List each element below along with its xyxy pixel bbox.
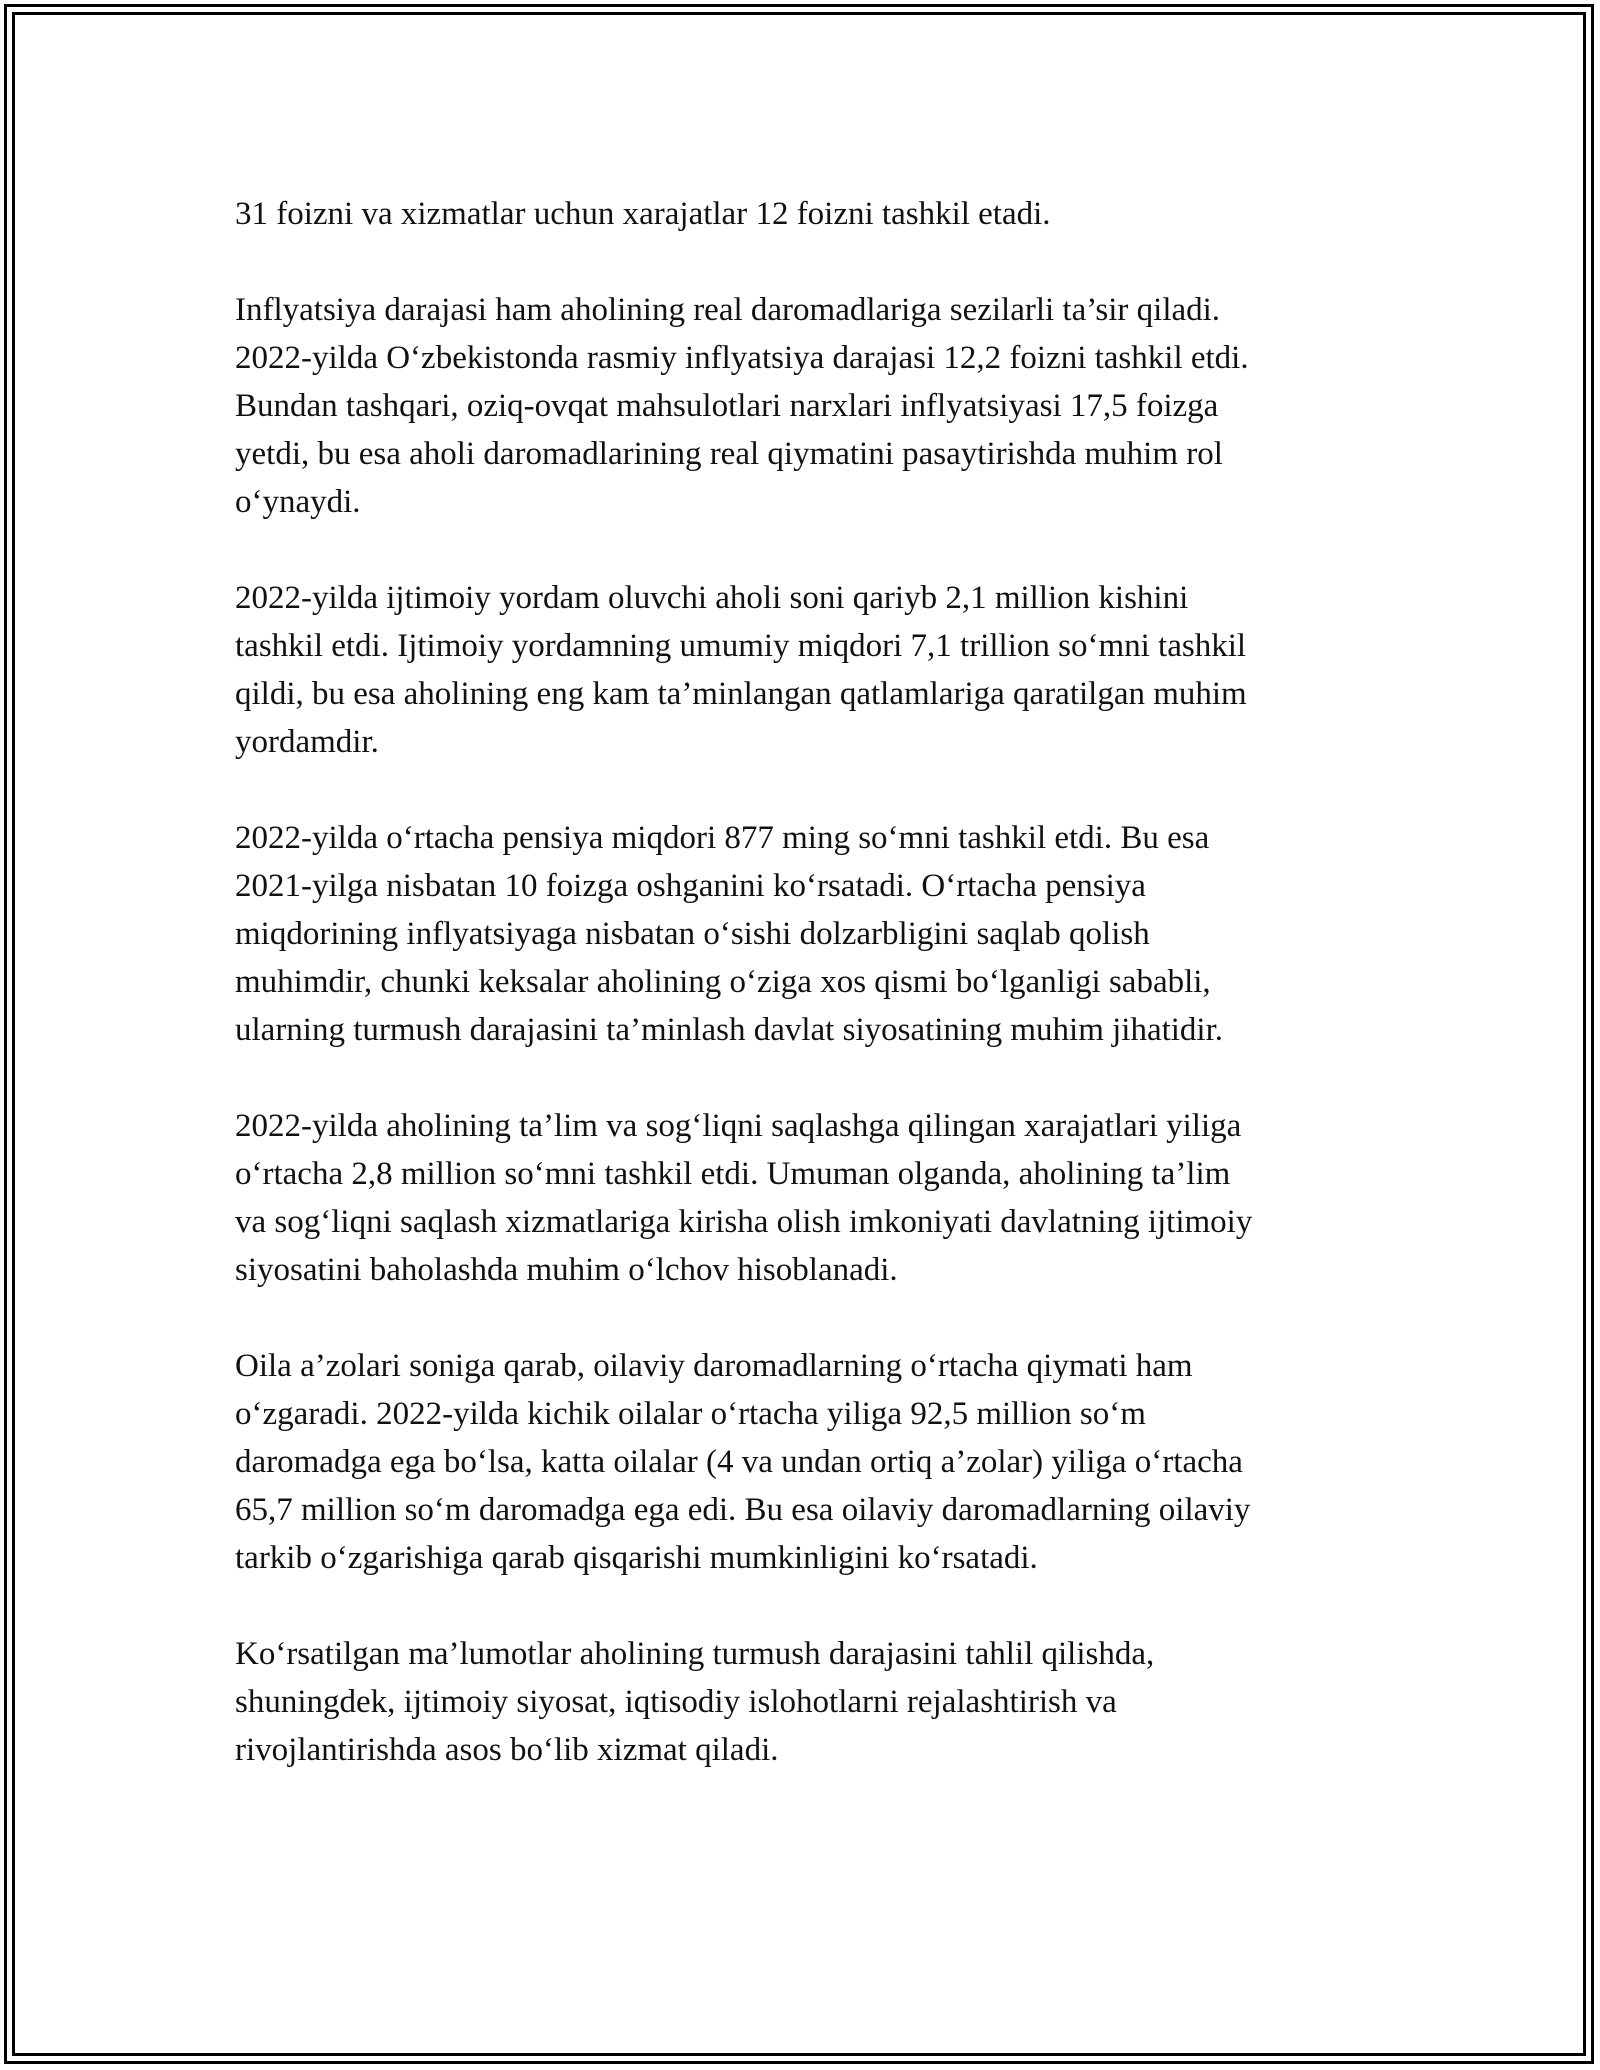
document-body <box>235 190 1385 1774</box>
paragraph-conclusion: Ko‘rsatilgan ma’lumotlar aholining turmush darajasini tahlil qilishda, shuningdek, ijtimoiy siyosat, iqtisodiy islohotlarni rejalashtirish va rivojlantirishda asos bo‘lib xizmat qiladi. <box>235 1636 1155 1768</box>
paragraph-social-assistance: 2022-yilda ijtimoiy yordam oluvchi aholi soni qariyb 2,1 million kishini tashkil etdi. Ijtimoiy yordamning umumiy miqdori 7,1 trillion so‘mni tashkil qildi, bu esa aholining eng kam ta’minlangan qatlamlariga qaratilgan muhim yordamdir. <box>235 580 1247 760</box>
paragraph-family-income: Oila a’zolari soniga qarab, oilaviy daromadlarning o‘rtacha qiymati ham o‘zgaradi. 2022-yilda kichik oilalar o‘rtacha yiliga 92,5 million so‘m daromadga ega bo‘lsa, katta oilalar (4 va undan ortiq a’zolar) yiliga o‘rtacha 65,7 million so‘m daromadga ega edi. Bu esa oilaviy daromadlarning oilaviy tarkib o‘zgarishiga qarab qisqarishi mumkinligini ko‘rsatadi. <box>235 1348 1251 1576</box>
paragraph-inflation: Inflyatsiya darajasi ham aholining real daromadlariga sezilarli ta’sir qiladi. 2022-yilda O‘zbekistonda rasmiy inflyatsiya darajasi 12,2 foizni tashkil etdi. Bundan tashqari, oziq-ovqat mahsulotlari narxlari inflyatsiyasi 17,5 foizga yetdi, bu esa aholi daromadlarining real qiymatini pasaytirishda muhim rol o‘ynaydi. <box>235 292 1249 520</box>
paragraph-education-health: 2022-yilda aholining ta’lim va sog‘liqni saqlashga qilingan xarajatlari yiliga o‘rtacha 2,8 million so‘mni tashkil etdi. Umuman olganda, aholining ta’lim va sog‘liqni saqlash xizmatlariga kirisha olish imkoniyati davlatning ijtimoiy siyosatini baholashda muhim o‘lchov hisoblanadi. <box>235 1108 1253 1288</box>
paragraph-expense-share: 31 foizni va xizmatlar uchun xarajatlar 12 foizni tashkil etadi. <box>235 196 1051 232</box>
paragraph-pension: 2022-yilda o‘rtacha pensiya miqdori 877 ming so‘mni tashkil etdi. Bu esa 2021-yilga nisbatan 10 foizga oshganini ko‘rsatadi. O‘rtacha pensiya miqdorining inflyatsiyaga nisbatan o‘sishi dolzarbligini saqlab qolish muhimdir, chunki keksalar aholining o‘ziga xos qismi bo‘lganligi sababli, ularning turmush darajasini ta’minlash davlat siyosatining muhim jihatidir. <box>235 820 1224 1048</box>
